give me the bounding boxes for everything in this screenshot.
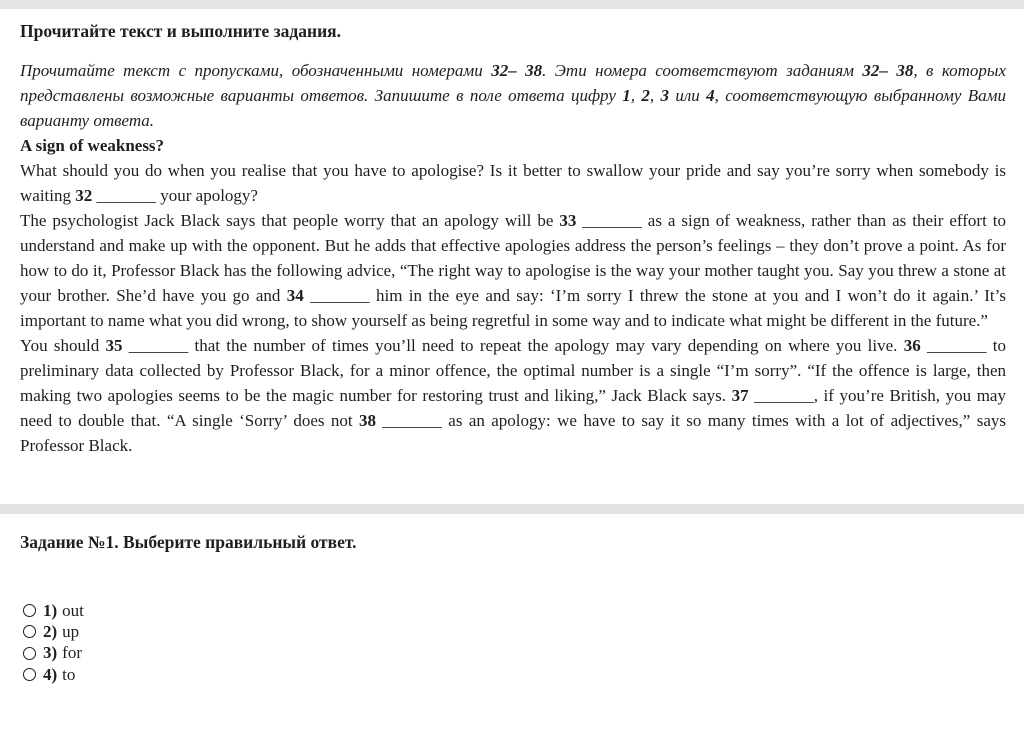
- radio-button[interactable]: [23, 647, 36, 660]
- text-segment: _______ to preliminary data collected by Professor Black, for a minor offence, the optimal number is a single “I’m sorry”. “If the offence is large, then making two apologies seems to be the magic number for restoring trust and liking,” Jack Black says.: [20, 336, 1006, 405]
- answer-option[interactable]: [20, 621, 1006, 642]
- text-segment: ,: [649, 86, 661, 105]
- question-heading: Задание №1. Выберите правильный ответ.: [20, 532, 357, 552]
- reading-paragraph: [20, 158, 1006, 208]
- gap-number: 1: [622, 86, 631, 105]
- answer-option[interactable]: [20, 664, 1006, 685]
- task-instruction: [20, 58, 1006, 133]
- question-section: [0, 514, 1024, 685]
- text-segment: You should: [20, 336, 106, 355]
- text-segment: . Эти номера соответствуют заданиям: [542, 61, 863, 80]
- text-segment: Прочитайте текст с пропусками, обозначенными номерами: [20, 61, 492, 80]
- text-segment: , в которых представлены возможные варианты ответов. Запишите в поле ответа цифру: [20, 61, 1006, 105]
- option-number: 3): [43, 643, 58, 663]
- text-segment: _______ your apology?: [92, 186, 258, 205]
- gap-number: 35: [105, 336, 123, 355]
- option-number: 2): [43, 621, 58, 641]
- section-divider: [0, 504, 1024, 514]
- radio-button[interactable]: [23, 625, 36, 638]
- text-segment: The psychologist Jack Black says that people worry that an apology will be: [20, 211, 560, 230]
- gap-number: 34: [286, 286, 304, 305]
- gap-number: 32: [75, 186, 93, 205]
- top-border-bar: [0, 0, 1024, 9]
- gap-number: 38: [359, 411, 376, 430]
- gap-number: 32– 38: [491, 61, 543, 80]
- option-number: 4): [43, 664, 58, 684]
- text-title: A sign of weakness?: [20, 136, 165, 155]
- gap-number: 32– 38: [862, 61, 914, 80]
- reading-section: [0, 9, 1024, 504]
- option-label: up: [62, 621, 80, 641]
- gap-number: 36: [903, 336, 921, 355]
- gap-number: 33: [559, 211, 577, 230]
- gap-number: 2: [641, 86, 650, 105]
- text-segment: _______ as a sign of weakness, rather than as their effort to understand and make up with the opponent. But he adds that effective apologies address the person’s feelings – they don’t prove a point. As for how to do it, Professor Black has the following advice, “The right way to apologise is the way your mother taught you. Say you threw a stone at your brother. She’d have you go and: [20, 211, 1006, 305]
- gap-number: 37: [731, 386, 749, 405]
- gap-number: 4: [706, 86, 715, 105]
- radio-button[interactable]: [23, 668, 36, 681]
- answer-options-list: [20, 600, 1006, 685]
- gap-number: 3: [660, 86, 669, 105]
- text-segment: , соответствующую выбранному Вами варианту ответа.: [20, 86, 1007, 130]
- text-segment: или: [668, 86, 707, 105]
- text-segment: What should you do when you realise that you have to apologise? Is it better to swallow your pride and say you’re sorry when somebody is waiting: [20, 161, 1006, 205]
- answer-option[interactable]: [20, 600, 1006, 621]
- text-segment: _______ him in the eye and say: ‘I’m sorry I threw the stone at you and I won’t do it again.’ It’s important to name what you did wrong, to show yourself as being regretful in some way and to indicate what might be different in the future.”: [20, 286, 1006, 330]
- option-label: out: [62, 600, 84, 620]
- radio-button[interactable]: [23, 604, 36, 617]
- option-label: for: [62, 643, 82, 663]
- answer-option[interactable]: [20, 643, 1006, 664]
- reading-paragraph: [20, 333, 1006, 458]
- text-segment: _______, if you’re British, you may need to double that. “A single ‘Sorry’ does not: [20, 386, 1006, 430]
- text-segment: ,: [630, 86, 642, 105]
- instruction-heading: Прочитайте текст и выполните задания.: [20, 21, 342, 41]
- text-segment: _______ as an apology: we have to say it so many times with a lot of adjectives,” says Professor Black.: [20, 411, 1006, 455]
- reading-paragraph: [20, 208, 1006, 333]
- reading-text-block: [20, 58, 1006, 458]
- text-segment: _______ that the number of times you’ll need to repeat the apology may vary depending on where you live.: [122, 336, 904, 355]
- option-number: 1): [43, 600, 58, 620]
- option-label: to: [62, 664, 76, 684]
